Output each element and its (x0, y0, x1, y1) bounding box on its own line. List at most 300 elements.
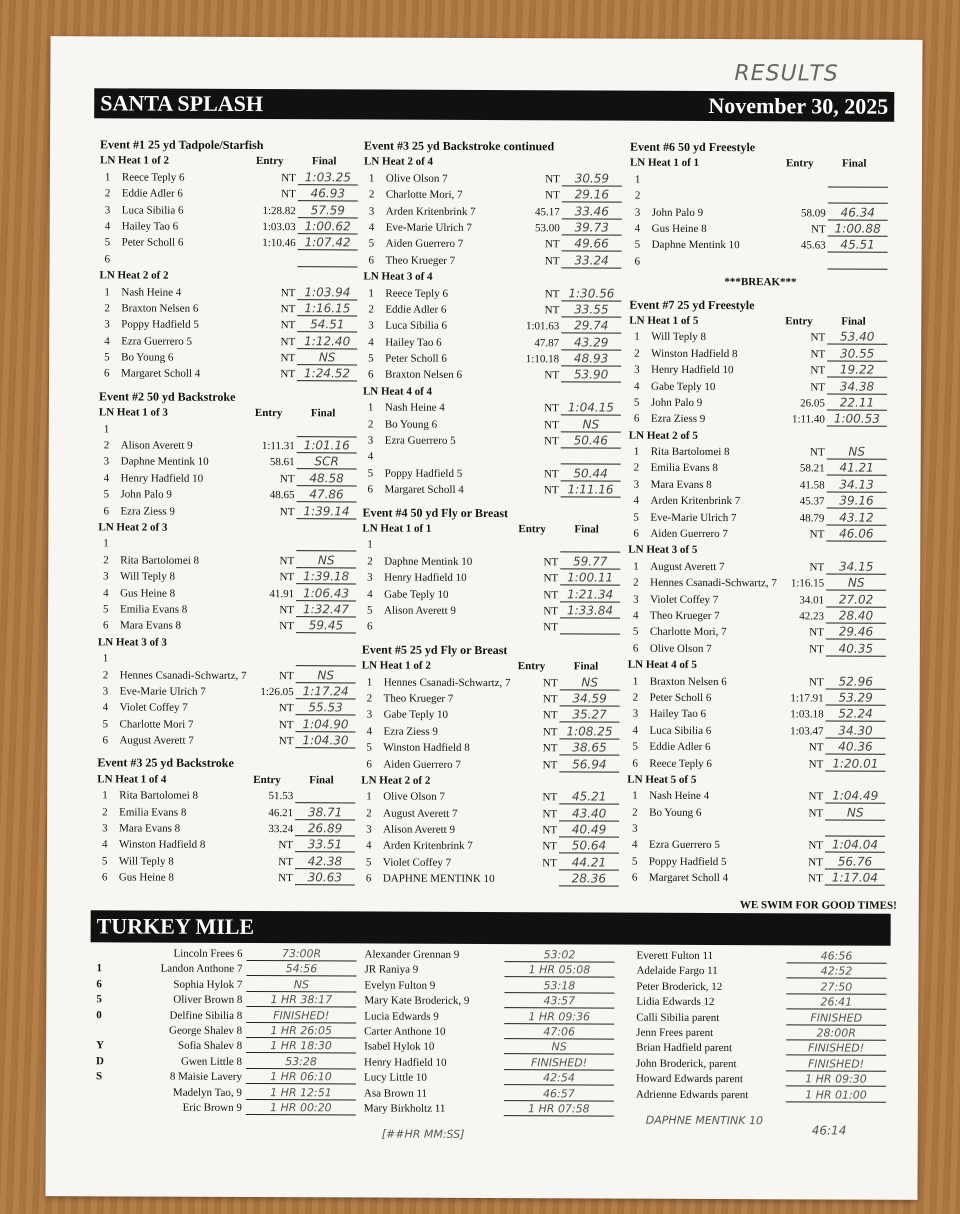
lane-row (361, 723, 623, 741)
final-time: 1:04.30 (295, 733, 355, 748)
lane-number: 1 (103, 537, 109, 550)
swimmer-name: Bo Young 6 (384, 418, 438, 431)
lane-number: 5 (634, 239, 641, 252)
event-title: Event #5 25 yd Fly or Breast (361, 642, 508, 657)
lane-number: 4 (634, 222, 641, 235)
swimmer-name: August Averett 7 (119, 734, 194, 747)
lane-row (98, 503, 360, 521)
turkey-row (364, 947, 624, 964)
entry-time: NT (543, 556, 559, 569)
turkey-name: John Broderick, parent (636, 1057, 737, 1070)
lane-row (628, 493, 890, 511)
lane-row (629, 395, 891, 413)
final-time: 34.38 (827, 379, 887, 394)
lane-number: 5 (367, 467, 374, 480)
final-time: 53.40 (827, 330, 887, 345)
swimmer-name: Braxton Nelsen 6 (385, 369, 463, 382)
turkey-row (82, 946, 362, 963)
lane-number: 2 (367, 418, 374, 431)
turkey-row (364, 1101, 624, 1118)
entry-time: NT (542, 857, 557, 870)
lane-row (363, 351, 625, 369)
lane-row (99, 300, 361, 318)
swimmer-name: Alison Averett 9 (384, 604, 456, 617)
lane-number: 2 (633, 462, 640, 475)
final-time: 1:30.56 (561, 286, 621, 301)
lane-number: 6 (104, 253, 111, 266)
swimmer-name: Gus Heine 8 (651, 222, 707, 235)
turkey-name: Mary Kate Broderick, 9 (364, 994, 470, 1008)
heat-header (362, 658, 624, 676)
lane-number: 5 (102, 718, 109, 731)
entry-time: NT (544, 369, 560, 382)
final-time: 1:04.90 (296, 717, 356, 732)
entry-time: NT (278, 839, 294, 852)
swimmer-name: John Palo 9 (651, 206, 704, 219)
final-time: 30.55 (827, 346, 887, 361)
lane-row (629, 362, 891, 380)
lane-number: 4 (365, 839, 372, 852)
lane-row (627, 722, 889, 740)
lane-number: 3 (633, 593, 639, 606)
lane-row (363, 318, 625, 336)
heat-label: LN Heat 1 of 4 (97, 773, 167, 786)
swimmer-name: Daphne Mentink 10 (120, 455, 209, 469)
lane-row (629, 411, 891, 429)
entry-time: NT (544, 255, 560, 268)
turkey-row (636, 964, 896, 981)
swimmer-name: Rita Bartolomei 8 (119, 789, 199, 803)
entry-time: 46.21 (268, 806, 294, 819)
lane-row (364, 252, 626, 270)
heat-header (629, 313, 891, 331)
swimmer-name: Luca Sibilia 6 (385, 319, 448, 333)
swimmer-name: Aiden Guerrero 7 (385, 237, 464, 251)
entry-time: 1:28.82 (262, 204, 296, 217)
turkey-name: 8 Maisie Lavery (169, 1070, 243, 1084)
final-time: NS (297, 350, 357, 365)
lane-number: 5 (366, 741, 372, 754)
yardage-letter: 5 (96, 993, 102, 1006)
lane-number: 1 (632, 675, 639, 688)
entry-time: NT (542, 758, 558, 771)
final-time: NS (825, 805, 885, 820)
final-time: 19.22 (827, 363, 887, 378)
entry-time: 53.00 (534, 222, 560, 235)
lane-number: 6 (103, 504, 109, 517)
lane-row (627, 788, 889, 806)
lane-row (99, 333, 361, 351)
swimmer-name: Mara Evans 8 (119, 822, 181, 835)
swimmer-name: Peter Scholl 6 (121, 236, 184, 250)
lane-number: 3 (633, 478, 640, 491)
entry-time: NT (809, 626, 824, 639)
final-time: 43.40 (559, 806, 619, 821)
turkey-time: 1 HR 38:17 (246, 993, 356, 1007)
swimmer-name: Margaret Scholl 4 (384, 483, 464, 497)
lane-number: 1 (634, 173, 641, 186)
lane-row (629, 460, 891, 478)
turkey-time: 1 HR 09:36 (504, 1010, 614, 1024)
lane-number: 1 (634, 330, 640, 344)
swimmer-name: Will Teply 8 (120, 570, 176, 583)
swimmer-name: Alison Averett 9 (383, 823, 456, 836)
event-title: Event #1 25 yd Tadpole/Starfish (100, 137, 264, 153)
heat-header (629, 427, 891, 445)
heat-label: LN Heat 2 of 2 (99, 269, 169, 282)
lane-number: 2 (368, 188, 375, 201)
swimmer-name: Charlotte Mori, 7 (385, 188, 463, 202)
lane-number: 2 (368, 303, 374, 316)
turkey-name: Howard Edwards parent (635, 1072, 743, 1086)
swimmer-name: Ezra Ziess 9 (650, 413, 706, 426)
turkey-name: Eric Brown 9 (182, 1101, 242, 1114)
turkey-time: FINISHED! (786, 1057, 886, 1071)
final-time: 40.35 (826, 641, 886, 656)
turkey-row (364, 1040, 624, 1057)
final-header: Final (311, 155, 337, 168)
lane-number: 6 (632, 757, 638, 770)
entry-time: 1:03.47 (790, 725, 824, 738)
lane-number: 3 (367, 571, 373, 584)
final-time: 1:06.43 (296, 586, 356, 601)
lane-row (362, 619, 624, 637)
entry-time: NT (809, 561, 825, 574)
turkey-name: Madelyn Tao, 9 (172, 1086, 242, 1099)
lane-number: 5 (368, 237, 375, 250)
swimmer-name: Eddie Adler 6 (121, 187, 183, 200)
lane-row (628, 706, 890, 724)
extra-swimmer-time: 46:14 (811, 1123, 847, 1138)
swimmer-name: August Averett 7 (383, 807, 458, 820)
entry-time: 1:17.91 (790, 692, 824, 705)
entry-time: NT (810, 364, 826, 377)
final-time: 1:39.18 (296, 569, 356, 584)
event-title: Event #3 25 yd Backstroke (97, 755, 234, 771)
swimmer-name: Ezra Guerrero 5 (648, 839, 720, 852)
swimmer-name: Ezra Ziess 9 (120, 505, 175, 518)
lane-number: 4 (631, 839, 638, 852)
entry-time: 51.53 (268, 790, 294, 803)
turkey-name: Adrienne Edwards parent (635, 1088, 749, 1101)
turkey-row (82, 1069, 362, 1086)
lane-number: 2 (104, 302, 110, 315)
entry-time: 1:10.46 (262, 237, 296, 250)
swimmer-name: Arden Kritenbrink 7 (382, 840, 473, 853)
swimmer-name: Gus Heine 8 (118, 871, 174, 884)
lane-row (99, 284, 361, 302)
swimmer-name: Winston Hadfield 8 (383, 741, 470, 755)
entry-time: 41.91 (269, 587, 295, 600)
lane-row (363, 465, 625, 483)
lane-row (99, 437, 361, 455)
swimmer-name: Henry Hadfield 10 (120, 472, 204, 485)
heat-label: LN Heat 1 of 3 (98, 406, 168, 419)
heat-label: LN Heat 3 of 4 (363, 270, 433, 283)
lane-number: 3 (632, 822, 638, 835)
lane-number: 5 (632, 740, 638, 753)
entry-time: 34.01 (799, 593, 825, 607)
final-time: 30.63 (295, 870, 355, 885)
swimmer-name: Poppy Hadfield 5 (648, 855, 727, 868)
lane-number: 2 (632, 691, 639, 704)
swimmer-name: Arden Kritenbrink 7 (385, 205, 476, 218)
final-time (828, 254, 888, 269)
lane-row (100, 169, 362, 187)
lane-row (362, 674, 624, 692)
lane-row (363, 334, 625, 352)
turkey-row (636, 1072, 896, 1089)
lane-row (97, 788, 359, 806)
entry-time: NT (543, 676, 558, 689)
lane-row (97, 853, 359, 871)
lane-number: 6 (368, 254, 375, 267)
entry-time: NT (280, 335, 296, 348)
lane-number: 2 (634, 347, 640, 360)
entry-time: NT (543, 468, 559, 481)
lane-number: 4 (368, 336, 374, 349)
final-time: 34.15 (826, 559, 886, 574)
final-time: 53.90 (561, 368, 621, 383)
swimmer-name: Arden Kritenbrink 7 (650, 494, 741, 508)
entry-time: NT (280, 352, 296, 365)
swimmer-name: Reece Teply 6 (649, 757, 712, 770)
swimmer-name: Rita Bartolomei 8 (120, 554, 200, 567)
final-time: 55.53 (296, 700, 356, 715)
final-time: 1:32.47 (296, 602, 356, 617)
final-time: NS (826, 576, 886, 591)
heat-label: LN Heat 2 of 3 (98, 521, 168, 534)
swimmer-name: Bo Young 6 (649, 806, 702, 819)
entry-time: NT (279, 604, 295, 617)
lane-number: 2 (104, 187, 111, 200)
lane-row (362, 586, 624, 604)
yardage-letter: 6 (96, 978, 102, 991)
turkey-name: Alexander Grennan 9 (364, 948, 460, 961)
entry-time: NT (544, 304, 560, 317)
lane-row (627, 870, 889, 888)
lane-row (364, 170, 626, 188)
lane-row (628, 509, 890, 527)
lane-number: 5 (633, 396, 640, 409)
turkey-row (364, 963, 624, 980)
lane-row (98, 585, 360, 603)
lane-number: 5 (104, 351, 110, 364)
final-time: 1:21.34 (560, 587, 620, 602)
turkey-row (636, 1010, 896, 1027)
turkey-time: NS (504, 1040, 614, 1054)
entry-time: NT (281, 171, 296, 184)
entry-header: Entry (785, 315, 813, 328)
turkey-time: 1 HR 07:58 (504, 1102, 614, 1116)
lane-row (362, 537, 624, 555)
lane-row (361, 756, 623, 774)
lane-number: 5 (631, 855, 638, 868)
turkey-row (364, 1086, 624, 1103)
final-time: 29.74 (561, 319, 621, 334)
entry-time: 1:10.18 (525, 353, 560, 366)
lane-row (99, 454, 361, 472)
entry-time: NT (809, 528, 825, 541)
turkey-row (364, 1071, 624, 1088)
results-sheet (45, 36, 922, 1200)
entry-time: NT (808, 807, 824, 820)
heat-header (98, 519, 360, 537)
entry-time: NT (808, 757, 824, 770)
final-time: NS (827, 445, 887, 460)
swimmer-name: Aiden Guerrero 7 (383, 758, 461, 771)
lane-row (98, 683, 360, 701)
swimmer-name: DAPHNE MENTINK 10 (382, 872, 495, 886)
turkey-name: Asa Brown 11 (363, 1086, 428, 1100)
turkey-row (364, 1024, 624, 1041)
turkey-time: 46:57 (504, 1087, 614, 1101)
lane-row (627, 837, 889, 855)
swimmer-name: Emilia Evans 8 (120, 603, 188, 616)
event-title: Event #7 25 yd Freestyle (629, 297, 755, 312)
entry-time: NT (278, 735, 294, 748)
column-3 (627, 133, 892, 888)
swimmer-name: Bo Young 6 (121, 351, 174, 364)
swimmer-name: Henry Hadfield 10 (651, 363, 734, 377)
lane-row (97, 820, 359, 838)
entry-time: NT (811, 223, 826, 236)
final-time (560, 620, 620, 635)
swimmer-name: Charlotte Mori 7 (119, 718, 194, 731)
entry-time: 26.05 (800, 397, 825, 410)
entry-time: NT (280, 286, 296, 299)
swimmer-name: John Palo 9 (120, 488, 172, 501)
turkey-row (636, 979, 896, 996)
turkey-column-2 (364, 947, 625, 1117)
swimmer-name: Luca Sibilia 6 (649, 724, 712, 737)
swimmer-name: Peter Scholl 6 (649, 691, 712, 704)
extra-swimmer-name: DAPHNE MENTINK 10 (645, 1113, 763, 1128)
swimmer-name: Will Teply 8 (118, 855, 174, 868)
heat-label: LN Heat 1 of 2 (99, 154, 170, 168)
lane-number: 1 (633, 560, 639, 573)
entry-time: NT (544, 402, 559, 415)
entry-time: NT (542, 807, 558, 820)
entry-time: NT (542, 725, 558, 739)
turkey-time: 53:18 (504, 979, 614, 993)
lane-row (364, 203, 626, 221)
lane-row (98, 601, 360, 619)
lane-number: 4 (367, 450, 374, 463)
lane-number: 5 (632, 626, 639, 639)
heat-label: LN Heat 5 of 5 (627, 773, 697, 786)
swimmer-name: Violet Coffey 7 (382, 856, 452, 869)
lane-number: 5 (367, 604, 373, 617)
final-time: 34.30 (825, 723, 885, 738)
entry-time: NT (279, 571, 295, 584)
entry-time: 45.63 (800, 239, 826, 252)
final-time: 39.16 (826, 494, 886, 509)
entry-time: NT (542, 840, 558, 853)
lane-number: 3 (368, 319, 374, 332)
final-time: 44.21 (559, 855, 619, 870)
turkey-row (636, 1087, 896, 1104)
lane-number: 3 (368, 205, 375, 218)
heat-header (364, 154, 626, 172)
turkey-row (82, 1100, 362, 1117)
lane-row (627, 821, 889, 839)
lane-row (361, 854, 623, 872)
turkey-row (636, 995, 896, 1012)
swimmer-name: Gabe Teply 10 (384, 588, 449, 601)
lane-number: 3 (634, 206, 641, 219)
lane-number: 1 (633, 445, 640, 458)
final-time (560, 538, 620, 553)
lane-number: 6 (633, 412, 640, 425)
lane-row (99, 421, 361, 439)
turkey-row (82, 1039, 362, 1056)
turkey-time: FINISHED! (504, 1056, 614, 1070)
lane-row (97, 870, 359, 888)
lane-row (97, 837, 359, 855)
entry-time: NT (808, 839, 824, 852)
lane-row (362, 602, 624, 620)
lane-row (98, 569, 360, 587)
lane-row (363, 367, 625, 385)
turkey-time: 53:02 (504, 948, 614, 962)
lane-row (629, 378, 891, 396)
swimmer-name: Hailey Tao 6 (649, 708, 707, 721)
lane-row (98, 650, 360, 668)
entry-time: NT (542, 693, 558, 706)
entry-header: Entry (518, 523, 546, 536)
lane-number: 3 (103, 570, 109, 583)
turkey-time: 1 HR 09:30 (786, 1072, 886, 1086)
turkey-row (82, 1023, 362, 1040)
final-time: 1:03.25 (298, 170, 358, 185)
lane-number: 1 (104, 285, 110, 298)
entry-time: NT (278, 702, 294, 715)
lane-number: 2 (103, 554, 109, 567)
final-time: 1:17.04 (825, 871, 885, 886)
final-time: 1:17.24 (296, 684, 356, 699)
lane-row (100, 235, 362, 253)
entry-time: NT (280, 368, 296, 381)
final-time: NS (296, 553, 356, 568)
lane-number: 2 (367, 555, 373, 568)
lane-number: 2 (366, 692, 373, 705)
entry-time: NT (280, 303, 296, 316)
swimmer-name: Braxton Nelsen 6 (121, 302, 199, 315)
turkey-time: 28:00R (786, 1026, 886, 1040)
turkey-name: Sofia Shalev 8 (177, 1040, 243, 1053)
final-time (296, 651, 356, 666)
heat-header (362, 520, 624, 538)
turkey-time: 1 HR 05:08 (504, 963, 614, 977)
final-time: 1:39.14 (296, 504, 356, 519)
swimmer-name: Eve-Marie Ulrich 7 (119, 685, 206, 698)
final-time: 41.21 (827, 461, 887, 476)
entry-time: NT (808, 872, 823, 885)
final-time: 46.06 (826, 527, 886, 542)
lane-row (629, 444, 891, 462)
turkey-time: 26:41 (786, 995, 886, 1009)
entry-time: 41.58 (799, 479, 825, 492)
final-header: Final (309, 774, 334, 787)
lane-number: 5 (103, 488, 110, 501)
turkey-name: Lucia Edwards 9 (364, 1010, 439, 1023)
handwritten-results-note: RESULTS (734, 61, 839, 87)
lane-number: 3 (632, 707, 639, 721)
heat-label: LN Heat 1 of 5 (629, 314, 699, 327)
final-time: 1:07.42 (298, 236, 358, 251)
swimmer-name: Braxton Nelsen 6 (649, 675, 727, 688)
